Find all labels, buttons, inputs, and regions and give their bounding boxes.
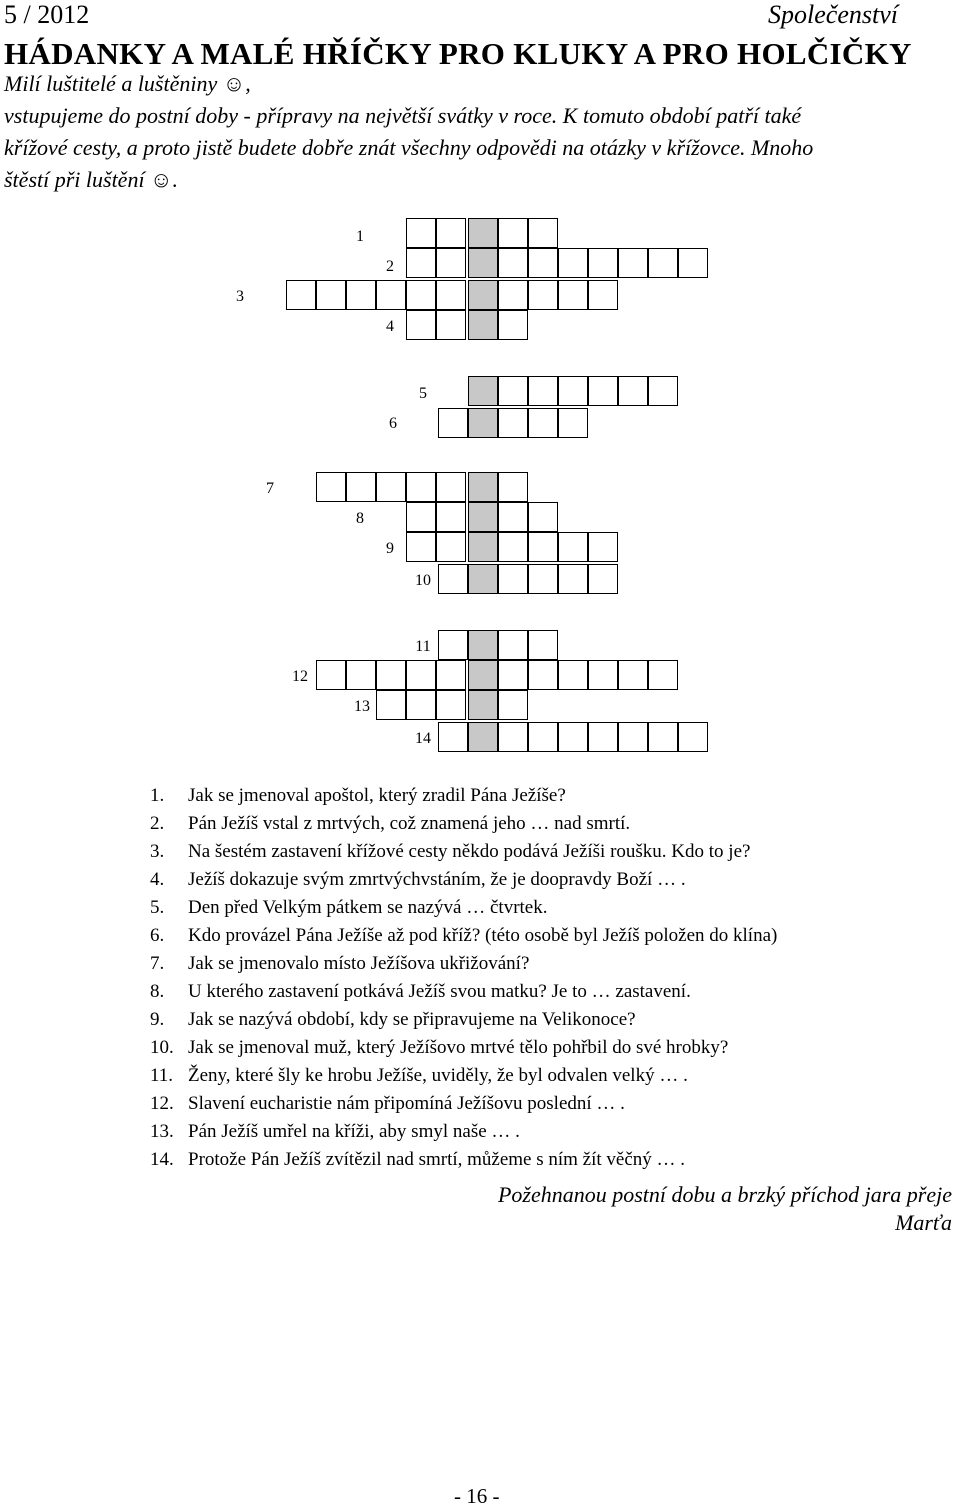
solution-cell[interactable] — [468, 532, 498, 562]
question-number: 6. — [150, 925, 165, 946]
clue-number: 9 — [386, 540, 394, 557]
crossword-cell[interactable] — [618, 722, 648, 752]
question-text: Pán Ježíš vstal z mrtvých, což znamená jeho … nad smrtí. — [188, 813, 631, 834]
question-text: Jak se jmenovalo místo Ježíšova ukřižování? — [188, 953, 530, 974]
clue-number: 5 — [419, 385, 427, 402]
crossword-cell[interactable] — [648, 376, 678, 406]
intro-line: křížové cesty, a proto jistě budete dobře znát všechny odpovědi na otázky v křížovce. Mnoho — [4, 135, 814, 160]
solution-cell[interactable] — [468, 502, 498, 532]
crossword-cell[interactable] — [436, 502, 466, 532]
question-number: 12. — [150, 1093, 174, 1114]
crossword-cell[interactable] — [528, 218, 558, 248]
issue-number: 5 / 2012 — [4, 0, 90, 29]
crossword-cell[interactable] — [528, 564, 558, 594]
crossword-cell[interactable] — [376, 690, 406, 720]
question-number: 4. — [150, 869, 165, 890]
crossword-cell[interactable] — [438, 722, 468, 752]
question-text: Na šestém zastavení křížové cesty někdo podává Ježíši roušku. Kdo to je? — [188, 841, 751, 862]
question-text: Jak se nazývá období, kdy se připravujeme na Velikonoce? — [188, 1009, 636, 1030]
question-text: Ježíš dokazuje svým zmrtvýchvstáním, že je doopravdy Boží … . — [188, 869, 686, 890]
crossword-cell[interactable] — [376, 472, 406, 502]
crossword-cell[interactable] — [588, 280, 618, 310]
solution-cell[interactable] — [468, 660, 498, 690]
clue-number: 2 — [386, 258, 394, 275]
question-item — [150, 1092, 625, 1116]
crossword-cell[interactable] — [346, 660, 376, 690]
crossword-cell[interactable] — [436, 280, 466, 310]
question-item — [150, 1120, 520, 1144]
question-item — [150, 812, 630, 836]
question-text: Den před Velkým pátkem se nazývá … čtvrtek. — [188, 897, 548, 918]
crossword-cell[interactable] — [498, 502, 528, 532]
question-number: 9. — [150, 1009, 165, 1030]
question-number: 14. — [150, 1149, 174, 1170]
crossword-cell[interactable] — [588, 564, 618, 594]
crossword-cell[interactable] — [528, 502, 558, 532]
crossword-cell[interactable] — [286, 280, 316, 310]
crossword-cell[interactable] — [588, 722, 618, 752]
question-text: Kdo provázel Pána Ježíše až pod kříž? (této osobě byl Ježíš položen do klína) — [188, 925, 778, 946]
clue-number: 6 — [389, 415, 397, 432]
solution-cell[interactable] — [468, 376, 498, 406]
crossword-cell[interactable] — [678, 722, 708, 752]
question-item — [150, 868, 686, 892]
clue-number: 13 — [354, 698, 370, 715]
solution-cell[interactable] — [468, 280, 498, 310]
crossword-cell[interactable] — [558, 532, 588, 562]
crossword-cell[interactable] — [558, 660, 588, 690]
solution-cell[interactable] — [468, 218, 498, 248]
solution-cell[interactable] — [468, 248, 498, 278]
crossword-cell[interactable] — [406, 532, 436, 562]
question-item — [150, 924, 777, 948]
crossword-cell[interactable] — [588, 376, 618, 406]
crossword-cell[interactable] — [498, 472, 528, 502]
crossword-cell[interactable] — [498, 280, 528, 310]
crossword-cell[interactable] — [406, 248, 436, 278]
solution-cell[interactable] — [468, 472, 498, 502]
crossword-cell[interactable] — [498, 722, 528, 752]
crossword-cell[interactable] — [436, 532, 466, 562]
crossword-cell[interactable] — [498, 248, 528, 278]
crossword-cell[interactable] — [618, 248, 648, 278]
question-number: 5. — [150, 897, 165, 918]
question-text: Jak se jmenoval muž, který Ježíšovo mrtvé tělo pohřbil do své hrobky? — [188, 1037, 729, 1058]
question-text: Pán Ježíš umřel na kříži, aby smyl naše … . — [188, 1121, 520, 1142]
crossword-cell[interactable] — [678, 248, 708, 278]
crossword-cell[interactable] — [436, 310, 466, 340]
crossword-cell[interactable] — [588, 532, 618, 562]
crossword-cell[interactable] — [558, 722, 588, 752]
crossword-cell[interactable] — [436, 660, 466, 690]
crossword-cell[interactable] — [528, 660, 558, 690]
crossword-cell[interactable] — [528, 376, 558, 406]
question-text: Protože Pán Ježíš zvítězil nad smrtí, můžeme s ním žít věčný … . — [188, 1149, 686, 1170]
solution-cell[interactable] — [468, 722, 498, 752]
question-item — [150, 1036, 728, 1060]
crossword-cell[interactable] — [498, 218, 528, 248]
crossword-cell[interactable] — [376, 280, 406, 310]
crossword-cell[interactable] — [436, 472, 466, 502]
crossword-cell[interactable] — [528, 630, 558, 660]
intro-line: vstupujeme do postní doby - přípravy na největší svátky v roce. K tomuto období patří také — [4, 103, 802, 128]
crossword-cell[interactable] — [406, 660, 436, 690]
question-text: Ženy, které šly ke hrobu Ježíše, uviděly, že byl odvalen velký … . — [188, 1065, 688, 1086]
intro-greeting: Milí luštitelé a luštěniny ☺, — [4, 71, 251, 96]
crossword-cell[interactable] — [436, 218, 466, 248]
crossword-cell[interactable] — [588, 660, 618, 690]
question-text: U kterého zastavení potkává Ježíš svou matku? Je to … zastavení. — [188, 981, 691, 1002]
question-number: 11. — [150, 1065, 174, 1086]
crossword-cell[interactable] — [558, 280, 588, 310]
page-title: HÁDANKY A MALÉ HŘÍČKY PRO KLUKY A PRO HOLČIČKY — [4, 36, 912, 71]
crossword-cell[interactable] — [498, 564, 528, 594]
solution-cell[interactable] — [468, 408, 498, 438]
page-number: - 16 - — [454, 1484, 500, 1508]
crossword-cell[interactable] — [648, 248, 678, 278]
question-number: 7. — [150, 953, 165, 974]
crossword-cell[interactable] — [406, 218, 436, 248]
clue-number: 10 — [415, 572, 431, 589]
question-item — [150, 1008, 636, 1032]
crossword-cell[interactable] — [436, 690, 466, 720]
crossword-cell[interactable] — [618, 376, 648, 406]
crossword-cell[interactable] — [528, 408, 558, 438]
crossword-cell[interactable] — [588, 248, 618, 278]
question-number: 10. — [150, 1037, 174, 1058]
solution-cell[interactable] — [468, 310, 498, 340]
crossword-cell[interactable] — [558, 564, 588, 594]
question-number: 8. — [150, 981, 165, 1002]
crossword-cell[interactable] — [406, 690, 436, 720]
question-item — [150, 840, 750, 864]
question-item — [150, 784, 566, 808]
intro-line: štěstí při luštění ☺. — [4, 167, 179, 192]
question-text: Jak se jmenoval apoštol, který zradil Pána Ježíše? — [188, 785, 566, 806]
question-text: Slavení eucharistie nám připomíná Ježíšovu poslední … . — [188, 1093, 625, 1114]
clue-number: 14 — [415, 730, 431, 747]
clue-number: 8 — [356, 510, 364, 527]
crossword-cell[interactable] — [528, 532, 558, 562]
crossword-cell[interactable] — [618, 660, 648, 690]
crossword-cell[interactable] — [498, 532, 528, 562]
question-item — [150, 952, 529, 976]
crossword-cell[interactable] — [406, 310, 436, 340]
crossword-cell[interactable] — [558, 408, 588, 438]
crossword-cell[interactable] — [528, 280, 558, 310]
signature-name: Marťa — [895, 1210, 952, 1235]
crossword-cell[interactable] — [436, 248, 466, 278]
clue-number: 4 — [386, 318, 394, 335]
crossword-cell[interactable] — [528, 722, 558, 752]
solution-cell[interactable] — [468, 690, 498, 720]
crossword-cell[interactable] — [316, 660, 346, 690]
crossword-cell[interactable] — [438, 630, 468, 660]
crossword-cell[interactable] — [316, 472, 346, 502]
crossword-cell[interactable] — [498, 630, 528, 660]
crossword-cell[interactable] — [406, 472, 436, 502]
clue-number: 7 — [266, 480, 274, 497]
crossword-cell[interactable] — [376, 660, 406, 690]
question-number: 2. — [150, 813, 165, 834]
crossword-cell[interactable] — [438, 564, 468, 594]
clue-number: 11 — [415, 638, 431, 655]
question-item — [150, 1148, 685, 1172]
crossword-cell[interactable] — [316, 280, 346, 310]
solution-cell[interactable] — [468, 564, 498, 594]
question-number: 3. — [150, 841, 165, 862]
clue-number: 12 — [292, 668, 308, 685]
crossword-cell[interactable] — [648, 722, 678, 752]
question-item — [150, 1064, 688, 1088]
crossword-cell[interactable] — [498, 310, 528, 340]
clue-number: 1 — [356, 228, 364, 245]
crossword-cell[interactable] — [498, 376, 528, 406]
clue-number: 3 — [236, 288, 244, 305]
crossword-cell[interactable] — [438, 408, 468, 438]
magazine-name: Společenství — [768, 0, 898, 29]
solution-cell[interactable] — [468, 630, 498, 660]
question-item — [150, 896, 547, 920]
crossword-cell[interactable] — [346, 280, 376, 310]
crossword-cell[interactable] — [648, 660, 678, 690]
question-item — [150, 980, 691, 1004]
crossword-cell[interactable] — [528, 248, 558, 278]
signature-greeting: Požehnanou postní dobu a brzký příchod jara přeje — [497, 1182, 952, 1207]
crossword-cell[interactable] — [558, 376, 588, 406]
question-number: 13. — [150, 1121, 174, 1142]
crossword-cell[interactable] — [558, 248, 588, 278]
crossword-cell[interactable] — [346, 472, 376, 502]
crossword-cell[interactable] — [498, 660, 528, 690]
question-number: 1. — [150, 785, 165, 806]
crossword-cell[interactable] — [498, 690, 528, 720]
crossword-cell[interactable] — [406, 502, 436, 532]
crossword-cell[interactable] — [498, 408, 528, 438]
crossword-cell[interactable] — [406, 280, 436, 310]
